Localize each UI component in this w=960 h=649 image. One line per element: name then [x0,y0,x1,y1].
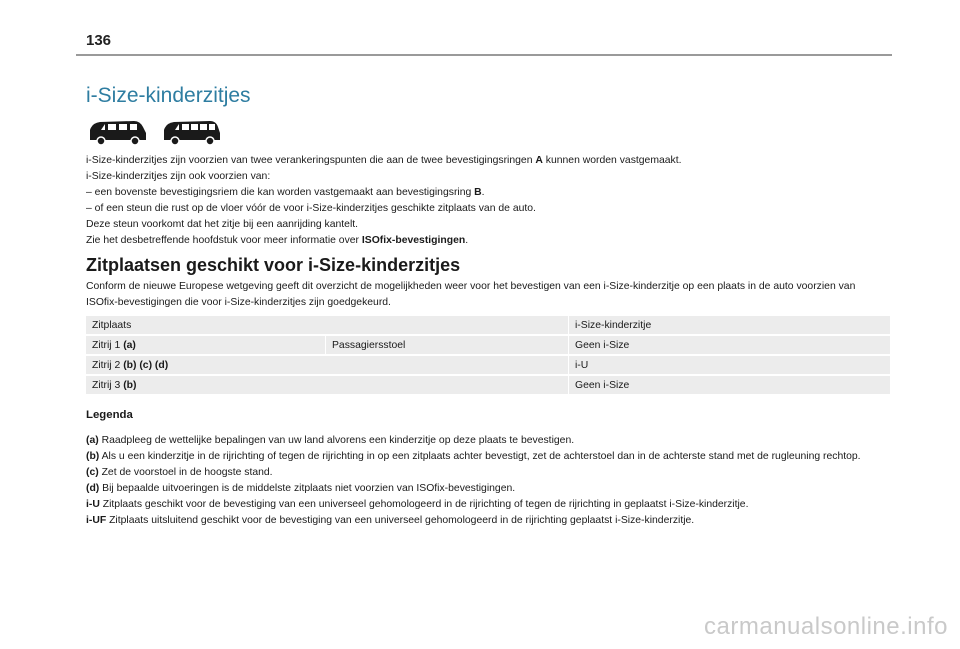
legend-item: (c) Zet de voorstoel in de hoogste stand. [86,467,273,478]
van-icon [86,118,150,146]
page-number: 136 [86,32,112,49]
legend-item: i-UF Zitplaats uitsluitend geschikt voor de bevestiging van een universeel gehomologeerd in de rijrichting geplaatst i-Size-kinderzitje. [86,515,695,526]
watermark: carmanualsonline.info [704,613,948,640]
intro-line: Deze steun voorkomt dat het zitje bij een aanrijding kantelt. [86,219,359,230]
seat-table [86,314,890,396]
van-icon [160,118,224,146]
intro-bullet: – een bovenste bevestigingsriem die kan worden vastgemaakt aan bevestigingsring B. [86,187,485,198]
intro-line: Zie het desbetreffende hoofdstuk voor meer informatie over ISOfix-bevestigingen. [86,235,469,246]
table-header-row [86,316,890,334]
table-cell: Passagiersstoel [326,336,569,354]
page-title: i-Size-kinderzitjes [86,84,251,107]
table-cell: i-U [569,356,890,374]
table-header-cell: i-Size-kinderzitje [569,316,890,334]
legend-item: i-U Zitplaats geschikt voor de bevestiging van een universeel gehomologeerd in de rijrichting of tegen de rijrichting in geplaatst i-Size-kinderzitje. [86,499,749,510]
legend-list [86,433,886,529]
table-cell: Geen i-Size [569,336,890,354]
table-cell: Zitrij 3 (b) [86,376,569,394]
table-cell: Zitrij 2 (b) (c) (d) [86,356,569,374]
vehicle-icons [86,118,224,146]
legend-item: (b) Als u een kinderzitje in de rijrichting of tegen de rijrichting in op een zitplaats achter bevestigt, zet de achterstoel dan in de achterste stand met de rugleuning rechtop. [86,451,861,462]
intro-text [86,153,886,249]
table-cell: Geen i-Size [569,376,890,394]
legend-title: Legenda [86,409,133,421]
section-body: Conform de nieuwe Europese wetgeving geeft dit overzicht de mogelijkheden weer voor het bevestigen van een i-Size-kinderzitje op een plaats in de auto voorzien van ISOfix-bevestigingen die voor i-Size-kinderzitjes zijn goedgekeurd. [86,281,856,308]
intro-bullet: – of een steun die rust op de vloer vóór de voor i-Size-kinderzitjes geschikte zitplaats van de auto. [86,203,536,214]
legend-item: (d) Bij bepaalde uitvoeringen is de middelste zitplaats niet voorzien van ISOfix-bevestigingen. [86,483,516,494]
section-heading: Zitplaatsen geschikt voor i-Size-kinderzitjes [86,255,461,275]
table-cell: Zitrij 1 (a) [86,336,326,354]
intro-line: i-Size-kinderzitjes zijn ook voorzien van: [86,171,271,182]
header-rule [76,54,892,56]
legend-item: (a) Raadpleeg de wettelijke bepalingen van uw land alvorens een kinderzitje op deze plaats te bevestigen. [86,435,575,446]
table-row [86,356,890,374]
table-header-cell: Zitplaats [86,316,569,334]
table-row [86,376,890,394]
table-row [86,336,890,354]
intro-line: i-Size-kinderzitjes zijn voorzien van twee verankeringspunten die aan de twee bevestigingsringen A kunnen worden vastgemaakt. [86,155,682,166]
